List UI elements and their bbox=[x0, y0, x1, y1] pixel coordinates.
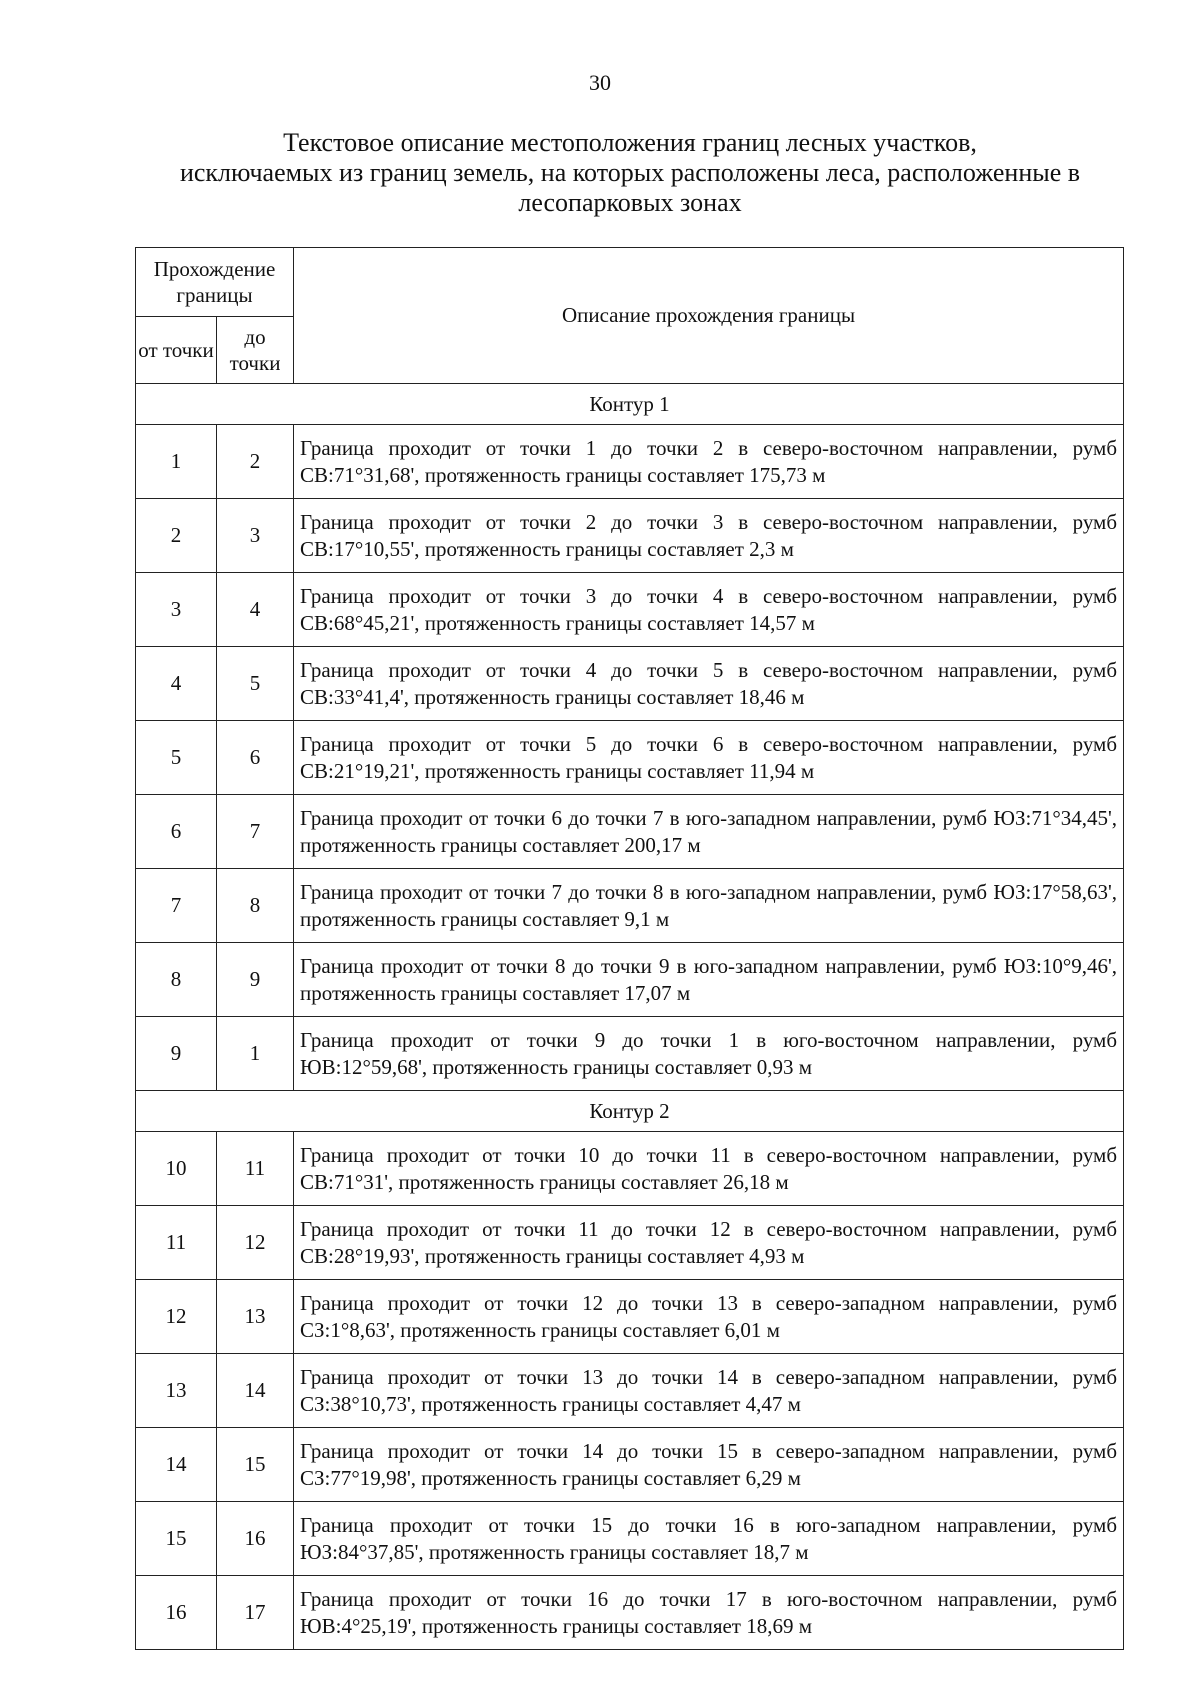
description-cell: Граница проходит от точки 9 до точки 1 в юго-восточном направлении, румб ЮВ:12°59,68', протяженность границы составляет 0,93 м bbox=[294, 1017, 1124, 1091]
description-cell: Граница проходит от точки 14 до точки 15 в северо-западном направлении, румб СЗ:77°19,98', протяженность границы составляет 6,29 м bbox=[294, 1428, 1124, 1502]
description-cell: Граница проходит от точки 1 до точки 2 в северо-восточном направлении, румб СВ:71°31,68', протяженность границы составляет 175,73 м bbox=[294, 425, 1124, 499]
title-line: исключаемых из границ земель, на которых расположены леса, расположенные в bbox=[179, 158, 1081, 187]
table-row bbox=[136, 499, 1124, 573]
from-point-cell: 14 bbox=[136, 1428, 217, 1502]
to-point-cell: 3 bbox=[217, 499, 294, 573]
description-cell: Граница проходит от точки 10 до точки 11 в северо-восточном направлении, румб СВ:71°31', протяженность границы составляет 26,18 м bbox=[294, 1132, 1124, 1206]
table-row bbox=[136, 1502, 1124, 1576]
description-cell: Граница проходит от точки 13 до точки 14 в северо-западном направлении, румб СЗ:38°10,73', протяженность границы составляет 4,47 м bbox=[294, 1354, 1124, 1428]
table-row bbox=[136, 647, 1124, 721]
title-line: лесопарковых зонах bbox=[518, 188, 742, 217]
header-description: Описание прохождения границы bbox=[294, 248, 1124, 384]
from-point-cell: 5 bbox=[136, 721, 217, 795]
description-cell: Граница проходит от точки 6 до точки 7 в юго-западном направлении, румб ЮЗ:71°34,45', протяженность границы составляет 200,17 м bbox=[294, 795, 1124, 869]
table-row bbox=[136, 1280, 1124, 1354]
table-row bbox=[136, 1017, 1124, 1091]
to-point-cell: 8 bbox=[217, 869, 294, 943]
description-cell: Граница проходит от точки 4 до точки 5 в северо-восточном направлении, румб СВ:33°41,4', протяженность границы составляет 18,46 м bbox=[294, 647, 1124, 721]
header-boundary-passage: Прохождение границы bbox=[136, 248, 294, 317]
table-row bbox=[136, 943, 1124, 1017]
description-cell: Граница проходит от точки 7 до точки 8 в юго-западном направлении, румб ЮЗ:17°58,63', протяженность границы составляет 9,1 м bbox=[294, 869, 1124, 943]
table-row bbox=[136, 573, 1124, 647]
from-point-cell: 9 bbox=[136, 1017, 217, 1091]
to-point-cell: 12 bbox=[217, 1206, 294, 1280]
from-point-cell: 2 bbox=[136, 499, 217, 573]
contour-row bbox=[136, 384, 1124, 425]
from-point-cell: 8 bbox=[136, 943, 217, 1017]
to-point-cell: 9 bbox=[217, 943, 294, 1017]
table-header bbox=[136, 248, 1124, 384]
contour-label: Контур 2 bbox=[136, 1091, 1124, 1132]
from-point-cell: 13 bbox=[136, 1354, 217, 1428]
from-point-cell: 1 bbox=[136, 425, 217, 499]
description-cell: Граница проходит от точки 15 до точки 16 в юго-западном направлении, румб ЮЗ:84°37,85', протяженность границы составляет 18,7 м bbox=[294, 1502, 1124, 1576]
to-point-cell: 4 bbox=[217, 573, 294, 647]
to-point-cell: 14 bbox=[217, 1354, 294, 1428]
from-point-cell: 10 bbox=[136, 1132, 217, 1206]
description-cell: Граница проходит от точки 8 до точки 9 в юго-западном направлении, румб ЮЗ:10°9,46', протяженность границы составляет 17,07 м bbox=[294, 943, 1124, 1017]
description-cell: Граница проходит от точки 3 до точки 4 в северо-восточном направлении, румб СВ:68°45,21', протяженность границы составляет 14,57 м bbox=[294, 573, 1124, 647]
from-point-cell: 3 bbox=[136, 573, 217, 647]
description-cell: Граница проходит от точки 2 до точки 3 в северо-восточном направлении, румб СВ:17°10,55', протяженность границы составляет 2,3 м bbox=[294, 499, 1124, 573]
table-row bbox=[136, 1576, 1124, 1650]
description-cell: Граница проходит от точки 5 до точки 6 в северо-восточном направлении, румб СВ:21°19,21', протяженность границы составляет 11,94 м bbox=[294, 721, 1124, 795]
page-number: 30 bbox=[589, 70, 611, 95]
title-line: Текстовое описание местоположения границ лесных участков, bbox=[283, 128, 977, 157]
to-point-cell: 5 bbox=[217, 647, 294, 721]
table-row bbox=[136, 869, 1124, 943]
table-row bbox=[136, 425, 1124, 499]
from-point-cell: 15 bbox=[136, 1502, 217, 1576]
to-point-cell: 15 bbox=[217, 1428, 294, 1502]
boundary-table bbox=[135, 247, 1124, 1650]
table-row bbox=[136, 795, 1124, 869]
to-point-cell: 1 bbox=[217, 1017, 294, 1091]
table-row bbox=[136, 1428, 1124, 1502]
table-row bbox=[136, 1354, 1124, 1428]
to-point-cell: 7 bbox=[217, 795, 294, 869]
from-point-cell: 4 bbox=[136, 647, 217, 721]
header-from-point: от точки bbox=[136, 317, 217, 384]
description-cell: Граница проходит от точки 12 до точки 13 в северо-западном направлении, румб СЗ:1°8,63', протяженность границы составляет 6,01 м bbox=[294, 1280, 1124, 1354]
from-point-cell: 12 bbox=[136, 1280, 217, 1354]
table-row bbox=[136, 1132, 1124, 1206]
from-point-cell: 6 bbox=[136, 795, 217, 869]
to-point-cell: 6 bbox=[217, 721, 294, 795]
document-title bbox=[130, 128, 1130, 218]
to-point-cell: 16 bbox=[217, 1502, 294, 1576]
description-cell: Граница проходит от точки 16 до точки 17 в юго-восточном направлении, румб ЮВ:4°25,19', протяженность границы составляет 18,69 м bbox=[294, 1576, 1124, 1650]
description-cell: Граница проходит от точки 11 до точки 12 в северо-восточном направлении, румб СВ:28°19,93', протяженность границы составляет 4,93 м bbox=[294, 1206, 1124, 1280]
to-point-cell: 2 bbox=[217, 425, 294, 499]
from-point-cell: 16 bbox=[136, 1576, 217, 1650]
from-point-cell: 11 bbox=[136, 1206, 217, 1280]
from-point-cell: 7 bbox=[136, 869, 217, 943]
table-row bbox=[136, 721, 1124, 795]
contour-label: Контур 1 bbox=[136, 384, 1124, 425]
table-row bbox=[136, 1206, 1124, 1280]
table-body bbox=[136, 384, 1124, 1650]
header-to-point: до точки bbox=[217, 317, 294, 384]
to-point-cell: 11 bbox=[217, 1132, 294, 1206]
to-point-cell: 17 bbox=[217, 1576, 294, 1650]
contour-row bbox=[136, 1091, 1124, 1132]
to-point-cell: 13 bbox=[217, 1280, 294, 1354]
